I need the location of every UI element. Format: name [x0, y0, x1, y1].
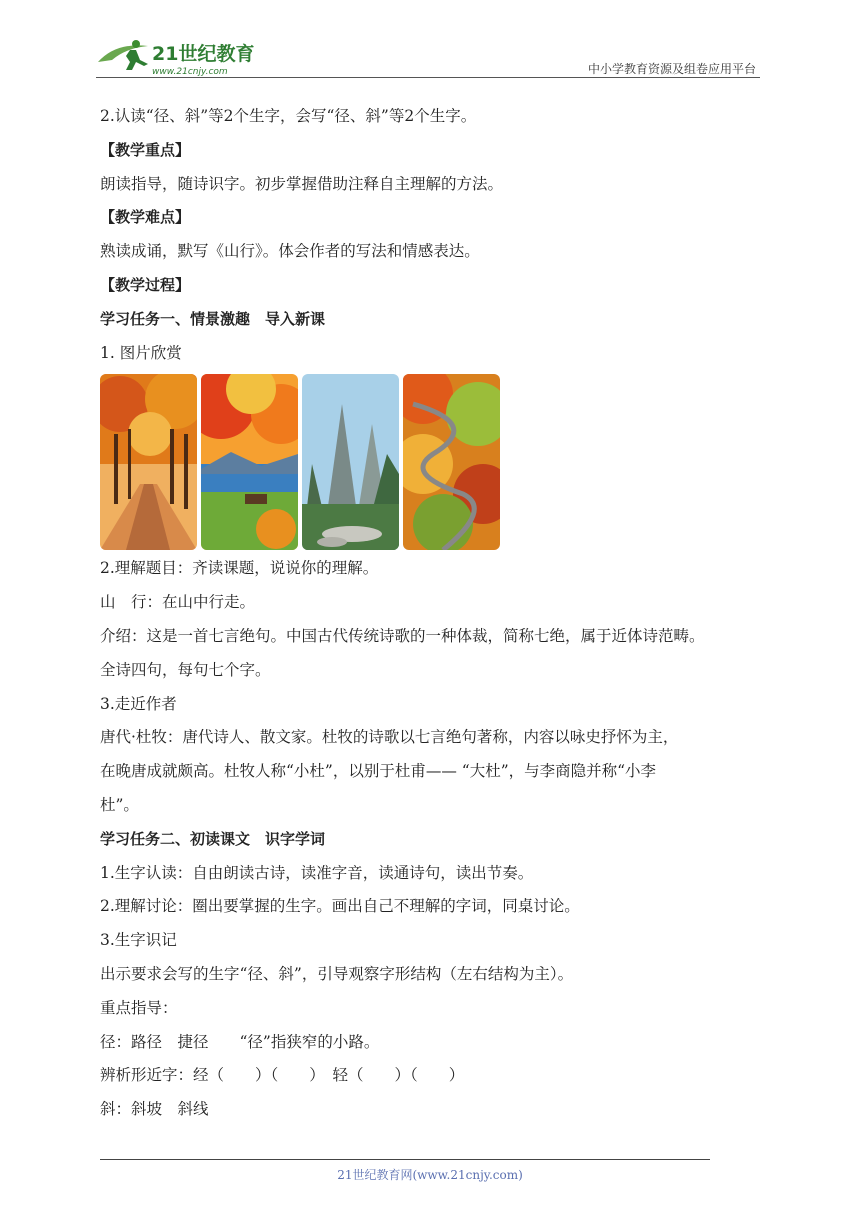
- text-line: 杜”。: [100, 795, 139, 814]
- text-line: 熟读成诵，默写《山行》。体会作者的写法和情感表达。: [100, 242, 480, 261]
- text-line: 2.理解题目：齐读课题，说说你的理解。: [100, 559, 379, 578]
- section-heading: 【教学重点】: [100, 140, 191, 159]
- section-heading: 学习任务二、初读课文 识字学词: [100, 829, 326, 848]
- section-heading: 学习任务一、情景激趣 导入新课: [100, 309, 326, 328]
- page-header: [96, 30, 760, 80]
- document-body: [100, 100, 780, 1127]
- text-line: 全诗四句，每句七个字。: [100, 660, 271, 679]
- footer-divider: [100, 1159, 710, 1160]
- text-block-2: [100, 552, 780, 1127]
- colorful-mountain-road-photo: [403, 374, 500, 550]
- text-line: 2.理解讨论：圈出要掌握的生字。画出自己不理解的字词，同桌讨论。: [100, 897, 580, 916]
- text-line: 在晚唐成就颇高。杜牧人称“小杜”，以别于杜甫—— “大杜”，与李商隐并称“小李: [100, 762, 657, 781]
- text-line: 斜：斜坡 斜线: [100, 1100, 209, 1119]
- mountain-peaks-photo: [302, 374, 399, 550]
- text-line: 1. 图片欣赏: [100, 343, 182, 362]
- text-block-1: [100, 100, 780, 370]
- image-gallery: [100, 374, 780, 550]
- platform-title: 中小学教育资源及组卷应用平台: [587, 62, 756, 76]
- text-line: 径：路径 捷径 “径”指狭窄的小路。: [100, 1032, 380, 1051]
- svg-text:www.21cnjy.com: www.21cnjy.com: [152, 67, 228, 77]
- logo: [96, 36, 266, 80]
- red-maple-lake-photo: [201, 374, 298, 550]
- section-heading: 【教学过程】: [100, 275, 191, 294]
- text-line: 出示要求会写的生字“径、斜”，引导观察字形结构（左右结构为主）。: [100, 964, 574, 983]
- text-line: 3.生字识记: [100, 931, 177, 950]
- text-line: 唐代·杜牧：唐代诗人、散文家。杜牧的诗歌以七言绝句著称，内容以咏史抒怀为主，: [100, 728, 679, 747]
- text-line: 1.生字认读：自由朗读古诗，读准字音，读通诗句，读出节奏。: [100, 863, 534, 882]
- text-line: 山 行：在山中行走。: [100, 593, 256, 612]
- text-line: 辨析形近字：经（ ）（ ） 轻（ ）（ ）: [100, 1066, 465, 1085]
- footer-text: 21世纪教育网(www.21cnjy.com): [337, 1168, 523, 1182]
- text-line: 3.走近作者: [100, 694, 177, 713]
- text-line: 朗读指导，随诗识字。初步掌握借助注释自主理解的方法。: [100, 174, 504, 193]
- section-heading: 【教学难点】: [100, 208, 191, 227]
- header-divider: [96, 77, 760, 78]
- text-line: 2.认读“径、斜”等2个生字，会写“径、斜”等2个生字。: [100, 107, 477, 125]
- autumn-avenue-photo: [100, 374, 197, 550]
- text-line: 重点指导：: [100, 998, 178, 1017]
- text-line: 介绍：这是一首七言绝句。中国古代传统诗歌的一种体裁，简称七绝，属于近体诗范畴。: [100, 626, 705, 645]
- svg-text:21世纪教育: 21世纪教育: [152, 43, 255, 65]
